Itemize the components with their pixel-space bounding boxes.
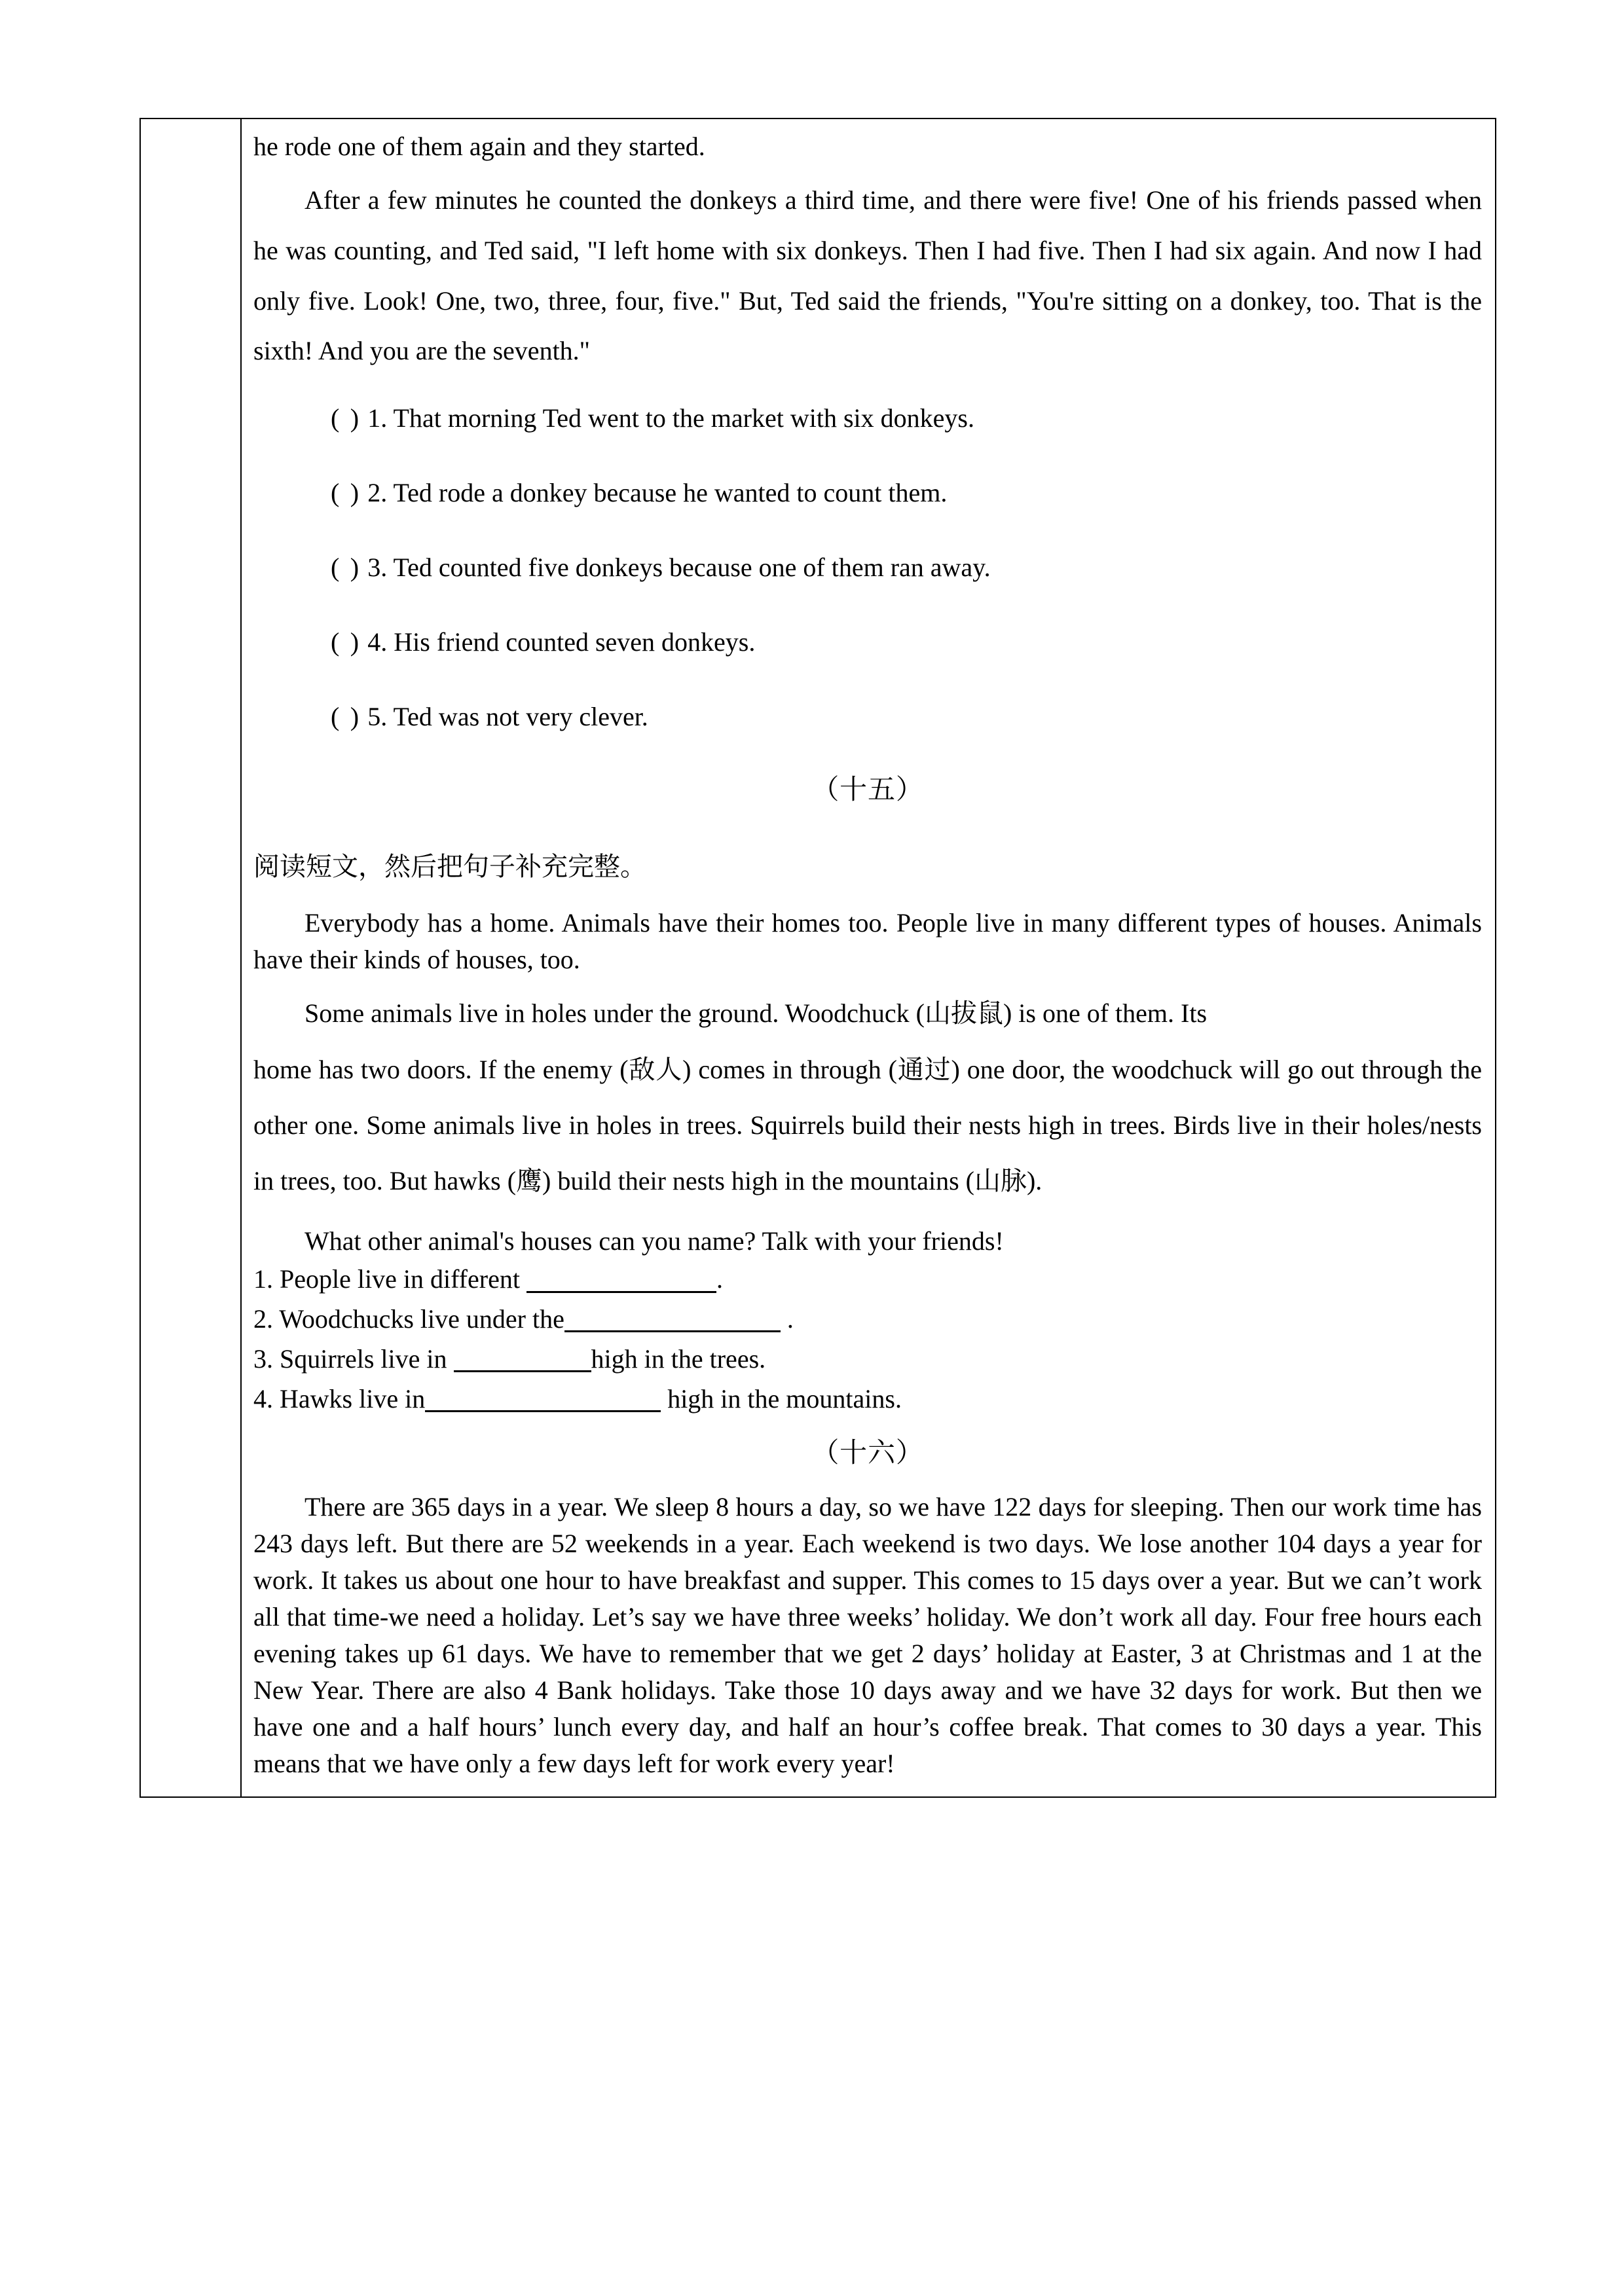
spacer [253, 885, 1482, 905]
section-heading-15: （十五） [811, 773, 924, 806]
spacer [253, 1472, 1482, 1489]
item-text-1: That morning Ted went to the market with six donkeys. [393, 403, 974, 433]
section-15-instruction: 阅读短文，然后把句子补充完整。 [253, 851, 646, 882]
fill-text-after-1: . [716, 1264, 723, 1294]
left-gutter-cell [140, 118, 241, 1797]
worksheet-table [139, 118, 1496, 1798]
section-heading-16: （十六） [811, 1436, 924, 1468]
section-15-paragraph-3: What other animal's houses can you name? Talk with your friends! [304, 1226, 1004, 1256]
true-false-item-4 [253, 624, 1482, 661]
spacer [253, 376, 1482, 400]
fill-number-4: 4. [253, 1383, 273, 1413]
item-text-4: His friend counted seven donkeys. [394, 627, 756, 657]
item-text-5: Ted was not very clever. [393, 702, 648, 732]
section-15-paragraph-2a: Some animals live in holes under the ground. Woodchuck (山拔鼠) is one of them. Its [304, 998, 1208, 1028]
answer-bracket-4[interactable]: ( ) [331, 627, 361, 657]
fill-number-3: 3. [253, 1343, 273, 1374]
answer-bracket-2[interactable]: ( ) [331, 478, 361, 508]
spacer [253, 809, 1482, 848]
answer-blank-3[interactable] [454, 1346, 591, 1372]
fill-text-after-2: . [780, 1304, 794, 1334]
fill-text-after-4: high in the mountains. [661, 1383, 902, 1413]
true-false-item-3 [253, 549, 1482, 586]
true-false-item-1 [253, 400, 1482, 437]
fill-text-before-4: Hawks live in [280, 1383, 426, 1413]
fill-text-before-2: Woodchucks live under the [279, 1304, 564, 1334]
answer-blank-1[interactable] [526, 1267, 716, 1293]
answer-blank-4[interactable] [425, 1386, 661, 1412]
fill-text-after-3: high in the trees. [591, 1343, 766, 1374]
fill-number-2: 2. [253, 1304, 273, 1334]
fill-item-1 [253, 1260, 1482, 1300]
spacer [253, 1209, 1482, 1223]
spacer [253, 978, 1482, 995]
true-false-item-2 [253, 475, 1482, 511]
answer-bracket-1[interactable]: ( ) [331, 403, 361, 433]
content-cell [241, 118, 1496, 1797]
section-15-paragraph-2b: home has two doors. If the enemy (敌人) comes in through (通过) one door, the woodchuck will go out through the other one. Some animals live in holes in trees. Squirrels build their nests high in trees. Birds live in their holes/nests in trees, too. But hawks (鹰) build their nests high in the mountains (山脉). [253, 1054, 1482, 1195]
fill-in-blank-list [253, 1260, 1482, 1419]
spacer [253, 1032, 1482, 1042]
spacer [253, 1419, 1482, 1434]
section-15-paragraph-1: Everybody has a home. Animals have their homes too. People live in many different types of houses. Animals have their kinds of houses, too. [253, 907, 1482, 974]
item-number-2: 2. [367, 478, 388, 508]
table-row [140, 118, 1496, 1797]
answer-bracket-5[interactable]: ( ) [331, 702, 361, 732]
answer-bracket-3[interactable]: ( ) [331, 553, 361, 583]
spacer [253, 165, 1482, 175]
true-false-list [253, 400, 1482, 735]
fill-number-1: 1. [253, 1264, 273, 1294]
item-text-3: Ted counted five donkeys because one of them ran away. [393, 553, 991, 583]
fill-text-before-1: People live in different [280, 1264, 526, 1294]
section-16-paragraph: There are 365 days in a year. We sleep 8 hours a day, so we have 122 days for sleeping. Then our work time has 243 days left. But there are 52 weekends in a year. Each weekend is two days. We lose another 104 days a year for work. It takes us about one hour to have breakfast and supper. This comes to 15 days over a year. But we can’t work all that time-we need a holiday. Let’s say we have three weeks’ holiday. We don’t work all day. Four free hours each evening takes up 61 days. We have to remember that we get 2 days’ holiday at Easter, 3 at Christmas and 1 at the New Year. There are also 4 Bank holidays. Take those 10 days away and we have 32 days for work. But then we have one and a half hours’ lunch every day, and half an hour’s coffee break. That comes to 30 days a year. This means that we have only a few days left for work every year! [253, 1492, 1482, 1779]
fill-text-before-3: Squirrels live in [280, 1343, 454, 1374]
fill-item-2 [253, 1300, 1482, 1339]
spacer [253, 735, 1482, 771]
fill-item-3 [253, 1339, 1482, 1379]
item-number-4: 4. [367, 627, 388, 657]
item-number-3: 3. [367, 553, 388, 583]
fill-item-4 [253, 1379, 1482, 1419]
passage-continuation-line: he rode one of them again and they started. [253, 132, 705, 161]
passage-a-paragraph: After a few minutes he counted the donkeys a third time, and there were five! One of his friends passed when he was counting, and Ted said, "I left home with six donkeys. Then I had five. Then I had six again. And now I had only five. Look! One, two, three, four, five." But, Ted said the friends, "You're sitting on a donkey, too. That is the sixth! And you are the seventh." [253, 185, 1482, 366]
item-number-1: 1. [367, 403, 388, 433]
item-text-2: Ted rode a donkey because he wanted to count them. [393, 478, 948, 508]
answer-blank-2[interactable] [564, 1307, 781, 1333]
item-number-5: 5. [367, 702, 388, 732]
true-false-item-5 [253, 699, 1482, 735]
